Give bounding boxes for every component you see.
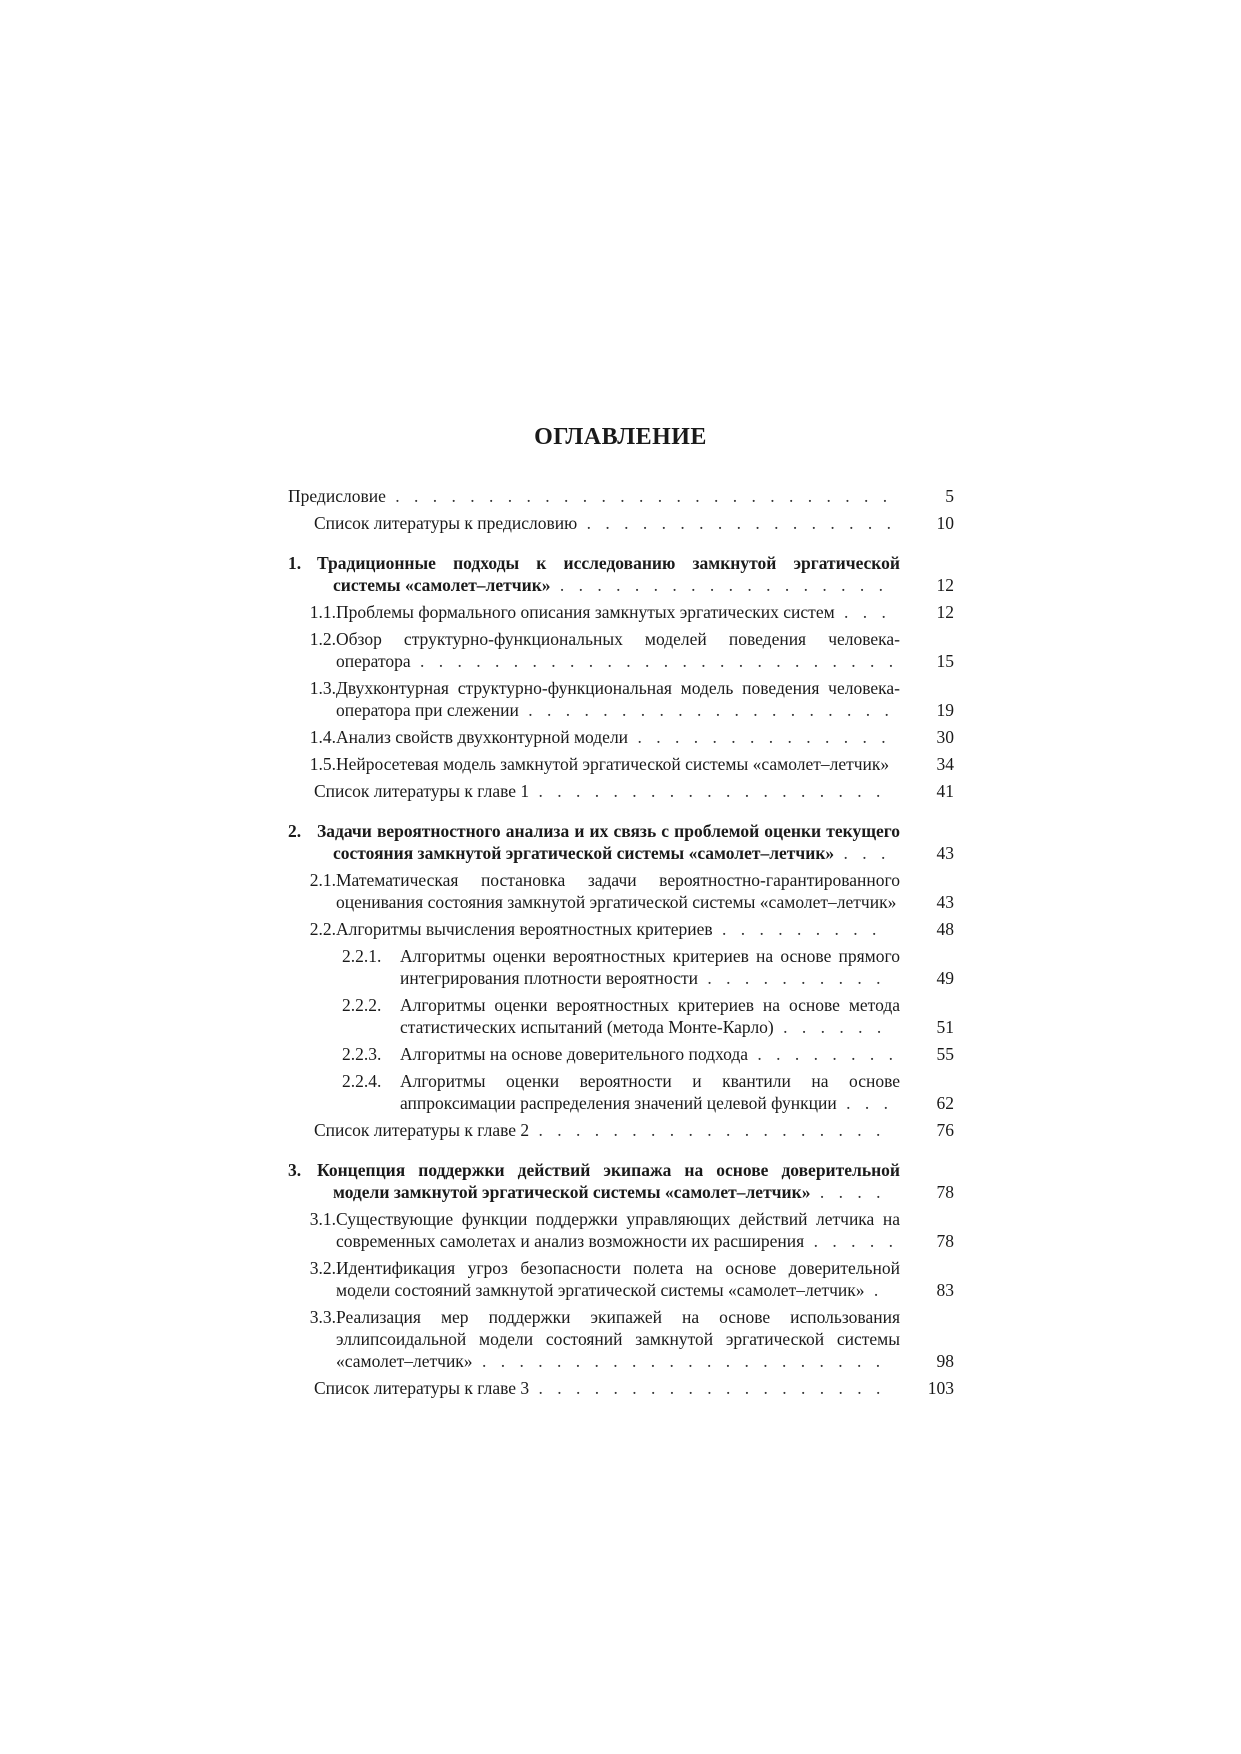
toc-entry-number: 2.2. — [309, 919, 336, 939]
toc-entry-title: Список литературы к главе 2 — [314, 1120, 530, 1140]
toc-entry[interactable] — [288, 601, 954, 623]
toc-page-number: 10 — [936, 513, 954, 533]
toc-page-number: 41 — [936, 781, 954, 801]
toc-page-number: 19 — [936, 700, 954, 720]
toc-entry[interactable] — [288, 820, 954, 864]
toc-entry-number: 1.3. — [309, 678, 336, 698]
toc-page-number: 30 — [936, 727, 954, 747]
toc-entry-number: 3. — [288, 1160, 302, 1180]
toc-entry-title: Идентификация угроз безопасности полета на основе доверительной модели состояний замкнутой эргатической системы «самолет–летчик» — [336, 1258, 900, 1300]
toc-entry[interactable] — [288, 1070, 954, 1114]
toc-entry[interactable] — [288, 552, 954, 596]
toc-page-number: 51 — [936, 1017, 954, 1037]
toc-entry-number: 2.1. — [309, 870, 336, 890]
toc-entry-title: Предисловие — [288, 486, 386, 506]
leader-dots: . . . . . . — [773, 1017, 887, 1037]
leader-dots: . . . . . . . . . . . . . . . . . . . . . . . . . . — [410, 651, 899, 671]
toc-entry[interactable] — [288, 1043, 954, 1065]
leader-dots: . . . . . . . . . . . . . . . . . . — [550, 575, 889, 595]
toc-entry[interactable] — [288, 1159, 954, 1203]
toc-entry-number: 2.2.3. — [342, 1044, 382, 1064]
toc-entry-title: Концепция поддержки действий экипажа на основе доверительной модели замкнутой эргатической системы «самолет–летчик» — [317, 1160, 900, 1202]
leader-dots: . . . . — [810, 1182, 886, 1202]
toc-page-number: 62 — [936, 1093, 954, 1113]
toc-entry[interactable] — [288, 1377, 954, 1399]
toc-page-number: 83 — [936, 1280, 954, 1300]
toc-page-number: 34 — [936, 754, 954, 774]
toc-page-number: 49 — [936, 968, 954, 988]
toc-entry-title: Анализ свойств двухконтурной модели — [336, 727, 629, 747]
toc-entry-title: Обзор структурно-функциональных моделей поведения человека-оператора — [336, 629, 900, 671]
table-of-contents — [288, 485, 954, 1399]
toc-entry-number: 3.3. — [309, 1307, 336, 1327]
toc-entry-title: Традиционные подходы к исследованию замкнутой эргатической системы «самолет–летчик» — [317, 553, 900, 595]
toc-page-number: 55 — [936, 1044, 954, 1064]
toc-entry[interactable] — [288, 1306, 954, 1372]
toc-entry-number: 1.2. — [309, 629, 336, 649]
leader-dots: . . . . . . . . . . . . . . . . . . . . . . — [472, 1351, 886, 1371]
toc-entry[interactable] — [288, 918, 954, 940]
toc-page-number: 76 — [936, 1120, 954, 1140]
toc-page-number: 103 — [927, 1378, 954, 1398]
toc-entry-number: 1.1. — [309, 602, 336, 622]
leader-dots: . . . . . . . . . . . . . . — [628, 727, 891, 747]
toc-entry-title: Реализация мер поддержки экипажей на основе использования эллипсоидальной модели состояний замкнутой эргатической системы «самолет–летчик» — [336, 1307, 900, 1371]
toc-entry-number: 2.2.1. — [342, 946, 382, 966]
toc-page-number: 15 — [936, 651, 954, 671]
leader-dots: . . . . . . . . — [748, 1044, 899, 1064]
toc-entry[interactable] — [288, 945, 954, 989]
leader-dots: . . . — [836, 1093, 893, 1113]
leader-dots: . . . . . . . . . . . . . . . . . . . . . . . . . . . — [385, 486, 893, 506]
toc-entry[interactable] — [288, 780, 954, 802]
toc-entry[interactable] — [288, 512, 954, 534]
toc-entry[interactable] — [288, 869, 954, 913]
leader-dots: . . . . . . . . . . . . . . . . . — [577, 513, 896, 533]
toc-entry-title: Нейросетевая модель замкнутой эргатической системы «самолет–летчик» — [336, 754, 890, 774]
toc-entry[interactable] — [288, 726, 954, 748]
toc-entry[interactable] — [288, 753, 954, 775]
leader-dots: . . . . . . . . . . . . . . . . . . . . — [518, 700, 894, 720]
toc-entry[interactable] — [288, 628, 954, 672]
toc-entry-title: Алгоритмы оценки вероятности и квантили на основе аппроксимации распределения значений целевой функции — [400, 1071, 900, 1113]
toc-entry-number: 2. — [288, 821, 302, 841]
toc-entry-title: Алгоритмы оценки вероятностных критериев на основе метода статистических испытаний (метода Монте-Карло) — [400, 995, 900, 1037]
toc-entry-number: 1.4. — [309, 727, 336, 747]
toc-entry-title: Проблемы формального описания замкнутых эргатических систем — [336, 602, 835, 622]
toc-page-number: 98 — [936, 1351, 954, 1371]
leader-dots: . . . . . . . . . . — [698, 968, 886, 988]
toc-entry-title: Математическая постановка задачи вероятностно-гарантированного оценивания состояния замкнутой эргатической системы «самолет–летчик» — [336, 870, 900, 912]
toc-entry[interactable] — [288, 1257, 954, 1301]
toc-page-number: 48 — [936, 919, 954, 939]
toc-page-number: 43 — [936, 843, 954, 863]
toc-entry-title: Список литературы к предисловию — [314, 513, 578, 533]
toc-page-number: 43 — [936, 892, 954, 912]
toc-page-number: 78 — [936, 1231, 954, 1251]
leader-dots: . . . . . . . . . . . . . . . . . . . — [529, 1378, 886, 1398]
toc-entry-title: Задачи вероятностного анализа и их связь с проблемой оценки текущего состояния замкнутой эргатической системы «самолет–летчик» — [317, 821, 900, 863]
toc-entry[interactable] — [288, 994, 954, 1038]
toc-entry-number: 1.5. — [309, 754, 336, 774]
toc-entry-title: Список литературы к главе 1 — [314, 781, 530, 801]
toc-page-number: 78 — [936, 1182, 954, 1202]
toc-entry[interactable] — [288, 485, 954, 507]
toc-entry-title: Алгоритмы на основе доверительного подхода — [400, 1044, 749, 1064]
toc-page-number: 12 — [936, 575, 954, 595]
leader-dots: . . . — [834, 602, 891, 622]
toc-entry-number: 1. — [288, 553, 302, 573]
leader-dots: . . . . . — [804, 1231, 898, 1251]
toc-entry[interactable] — [288, 677, 954, 721]
toc-entry-title: Список литературы к главе 3 — [314, 1378, 530, 1398]
toc-page-number: 5 — [945, 486, 954, 506]
toc-entry[interactable] — [288, 1119, 954, 1141]
toc-entry-title: Алгоритмы вычисления вероятностных критериев — [336, 919, 713, 939]
leader-dots: . . . . . . . . . . . . . . . . . . . — [529, 781, 886, 801]
toc-entry[interactable] — [288, 1208, 954, 1252]
leader-dots: . — [864, 1280, 884, 1300]
toc-entry-title: Существующие функции поддержки управляющих действий летчика на современных самолетах и анализ возможности их расширения — [336, 1209, 900, 1251]
toc-entry-number: 2.2.4. — [342, 1071, 382, 1091]
toc-page-number: 12 — [936, 602, 954, 622]
page-title: ОГЛАВЛЕНИЕ — [534, 424, 707, 450]
toc-entry-title: Алгоритмы оценки вероятностных критериев на основе прямого интегрирования плотности вероятности — [400, 946, 900, 988]
leader-dots: . . . — [834, 843, 891, 863]
toc-entry-number: 2.2.2. — [342, 995, 382, 1015]
leader-dots: . . . . . . . . . . . . . . . . . . . — [529, 1120, 886, 1140]
toc-entry-number: 3.2. — [309, 1258, 336, 1278]
leader-dots: . . . . . . . . . — [712, 919, 882, 939]
toc-entry-number: 3.1. — [309, 1209, 336, 1229]
toc-entry-title: Двухконтурная структурно-функциональная модель поведения человека-оператора при слежении — [336, 678, 900, 720]
